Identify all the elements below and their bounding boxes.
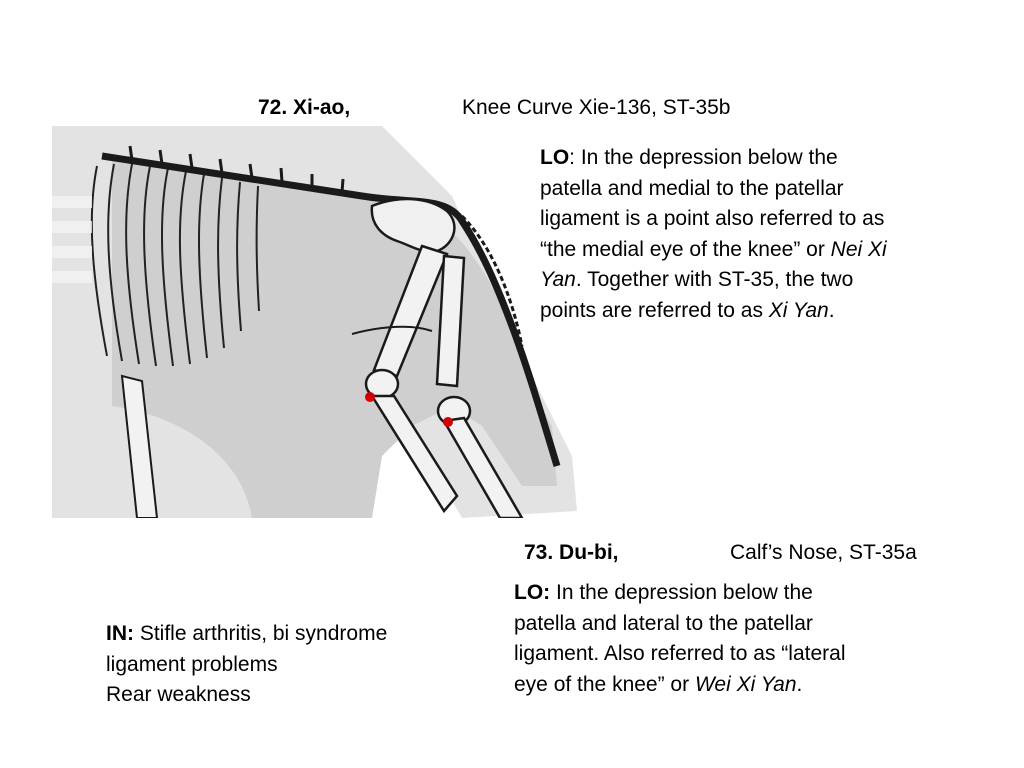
point-73-location: LO: In the depression below the patella and lateral to the patellar ligament. Also referred to as “lateral eye of the knee” or Wei Xi Yan. xyxy=(514,581,846,696)
hindlimb-skeleton-illustration xyxy=(52,126,582,518)
point-72-number: 72. Xi-ao, xyxy=(258,96,351,119)
lo-label: LO xyxy=(540,146,570,169)
point-73-name: Calf’s Nose, ST-35a xyxy=(730,541,917,564)
indications: IN: Stifle arthritis, bi syndrome ligament problems Rear weakness xyxy=(106,622,388,706)
acupoint-marker-medial xyxy=(443,417,453,427)
point-73-number: 73. Du-bi, xyxy=(524,541,619,564)
point-72-name: Knee Curve Xie-136, ST-35b xyxy=(462,96,731,119)
lo-label: LO: xyxy=(514,581,551,604)
acupoint-marker-lateral xyxy=(365,392,375,402)
point-72-location: LO: In the depression below the patella and medial to the patellar ligament is a point also referred to as “the medial eye of the knee” or Nei Xi Yan. Together with ST-35, the two points are referred to as Xi Yan. xyxy=(540,146,887,322)
in-label: IN: xyxy=(106,622,134,645)
